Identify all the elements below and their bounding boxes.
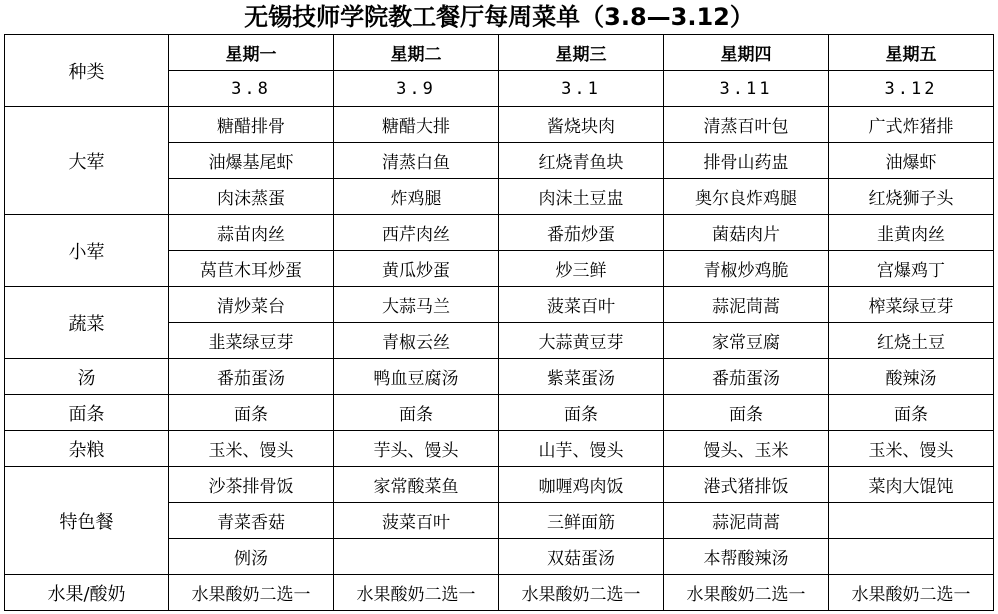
- day-header: 星期一: [169, 35, 334, 71]
- dish-cell: 榨菜绿豆芽: [829, 287, 994, 323]
- dish-cell: 番茄炒蛋: [499, 215, 664, 251]
- category-cell: 特色餐: [5, 467, 169, 575]
- dish-cell: 番茄蛋汤: [664, 359, 829, 395]
- category-cell: 水果/酸奶: [5, 575, 169, 611]
- dish-cell: 本帮酸辣汤: [664, 539, 829, 575]
- menu-row: [5, 215, 994, 251]
- dish-cell: 青椒炒鸡脆: [664, 251, 829, 287]
- dish-cell: 水果酸奶二选一: [499, 575, 664, 611]
- menu-table-body: [5, 35, 994, 611]
- dish-cell: 排骨山药盅: [664, 143, 829, 179]
- dish-cell: 馒头、玉米: [664, 431, 829, 467]
- dish-cell: 家常酸菜鱼: [334, 467, 499, 503]
- dish-cell: 酱烧块肉: [499, 107, 664, 143]
- dish-cell: 大蒜马兰: [334, 287, 499, 323]
- dish-cell: 油爆虾: [829, 143, 994, 179]
- date-header: 3.8: [169, 71, 334, 107]
- category-cell: 面条: [5, 395, 169, 431]
- menu-row: [5, 467, 994, 503]
- dish-cell: 咖喱鸡肉饭: [499, 467, 664, 503]
- dish-cell: 油爆基尾虾: [169, 143, 334, 179]
- dish-cell: 红烧土豆: [829, 323, 994, 359]
- dish-cell: 莴苣木耳炒蛋: [169, 251, 334, 287]
- dish-cell: 面条: [499, 395, 664, 431]
- category-cell: 小荤: [5, 215, 169, 287]
- category-cell: 汤: [5, 359, 169, 395]
- dish-cell: 大蒜黄豆芽: [499, 323, 664, 359]
- dish-cell: 三鲜面筋: [499, 503, 664, 539]
- dish-cell: 鸭血豆腐汤: [334, 359, 499, 395]
- dish-cell: 红烧狮子头: [829, 179, 994, 215]
- day-header: 星期三: [499, 35, 664, 71]
- dish-cell: 玉米、馒头: [829, 431, 994, 467]
- menu-row: [5, 107, 994, 143]
- dish-cell: 广式炸猪排: [829, 107, 994, 143]
- category-cell: 蔬菜: [5, 287, 169, 359]
- dish-cell: 韭菜绿豆芽: [169, 323, 334, 359]
- dish-cell: 沙茶排骨饭: [169, 467, 334, 503]
- dish-cell: 玉米、馒头: [169, 431, 334, 467]
- dish-cell: 面条: [169, 395, 334, 431]
- date-header: 3.11: [664, 71, 829, 107]
- category-cell: 大荤: [5, 107, 169, 215]
- dish-cell: 菜肉大馄饨: [829, 467, 994, 503]
- dish-cell: [829, 503, 994, 539]
- dish-cell: 肉沫蒸蛋: [169, 179, 334, 215]
- dish-cell: 山芋、馒头: [499, 431, 664, 467]
- dish-cell: 酸辣汤: [829, 359, 994, 395]
- dish-cell: 肉沫土豆盅: [499, 179, 664, 215]
- dish-cell: 面条: [664, 395, 829, 431]
- date-header: 3.12: [829, 71, 994, 107]
- date-header: 3.9: [334, 71, 499, 107]
- dish-cell: 港式猪排饭: [664, 467, 829, 503]
- dish-cell: 芋头、馒头: [334, 431, 499, 467]
- dish-cell: 蒜苗肉丝: [169, 215, 334, 251]
- dish-cell: 红烧青鱼块: [499, 143, 664, 179]
- dish-cell: 水果酸奶二选一: [664, 575, 829, 611]
- dish-cell: 青椒云丝: [334, 323, 499, 359]
- dish-cell: 黄瓜炒蛋: [334, 251, 499, 287]
- dish-cell: 宫爆鸡丁: [829, 251, 994, 287]
- dish-cell: 水果酸奶二选一: [829, 575, 994, 611]
- menu-row: [5, 359, 994, 395]
- menu-row: [5, 395, 994, 431]
- dish-cell: 蒜泥茼蒿: [664, 503, 829, 539]
- dish-cell: 菠菜百叶: [499, 287, 664, 323]
- day-header: 星期二: [334, 35, 499, 71]
- dish-cell: [334, 539, 499, 575]
- date-header: 3.1: [499, 71, 664, 107]
- dish-cell: 水果酸奶二选一: [334, 575, 499, 611]
- day-header: 星期五: [829, 35, 994, 71]
- dish-cell: 西芹肉丝: [334, 215, 499, 251]
- dish-cell: 青菜香菇: [169, 503, 334, 539]
- dish-cell: 清炒菜台: [169, 287, 334, 323]
- day-header: 星期四: [664, 35, 829, 71]
- dish-cell: 菌菇肉片: [664, 215, 829, 251]
- weekly-menu-table: [4, 34, 994, 611]
- menu-row: [5, 287, 994, 323]
- dish-cell: 韭黄肉丝: [829, 215, 994, 251]
- dish-cell: 清蒸白鱼: [334, 143, 499, 179]
- dish-cell: 面条: [334, 395, 499, 431]
- dish-cell: 炒三鲜: [499, 251, 664, 287]
- dish-cell: 奥尔良炸鸡腿: [664, 179, 829, 215]
- dish-cell: [829, 539, 994, 575]
- dish-cell: 例汤: [169, 539, 334, 575]
- dish-cell: 蒜泥茼蒿: [664, 287, 829, 323]
- dish-cell: 炸鸡腿: [334, 179, 499, 215]
- menu-title: 无锡技师学院教工餐厅每周菜单（3.8—3.12）: [244, 3, 754, 31]
- menu-row: [5, 575, 994, 611]
- dish-cell: 双菇蛋汤: [499, 539, 664, 575]
- dish-cell: 菠菜百叶: [334, 503, 499, 539]
- dish-cell: 家常豆腐: [664, 323, 829, 359]
- dish-cell: 糖醋大排: [334, 107, 499, 143]
- dish-cell: 水果酸奶二选一: [169, 575, 334, 611]
- header-row-days: [5, 35, 994, 71]
- dish-cell: 番茄蛋汤: [169, 359, 334, 395]
- dish-cell: 清蒸百叶包: [664, 107, 829, 143]
- dish-cell: 糖醋排骨: [169, 107, 334, 143]
- dish-cell: 紫菜蛋汤: [499, 359, 664, 395]
- dish-cell: 面条: [829, 395, 994, 431]
- category-header: 种类: [5, 35, 169, 107]
- category-cell: 杂粮: [5, 431, 169, 467]
- menu-row: [5, 431, 994, 467]
